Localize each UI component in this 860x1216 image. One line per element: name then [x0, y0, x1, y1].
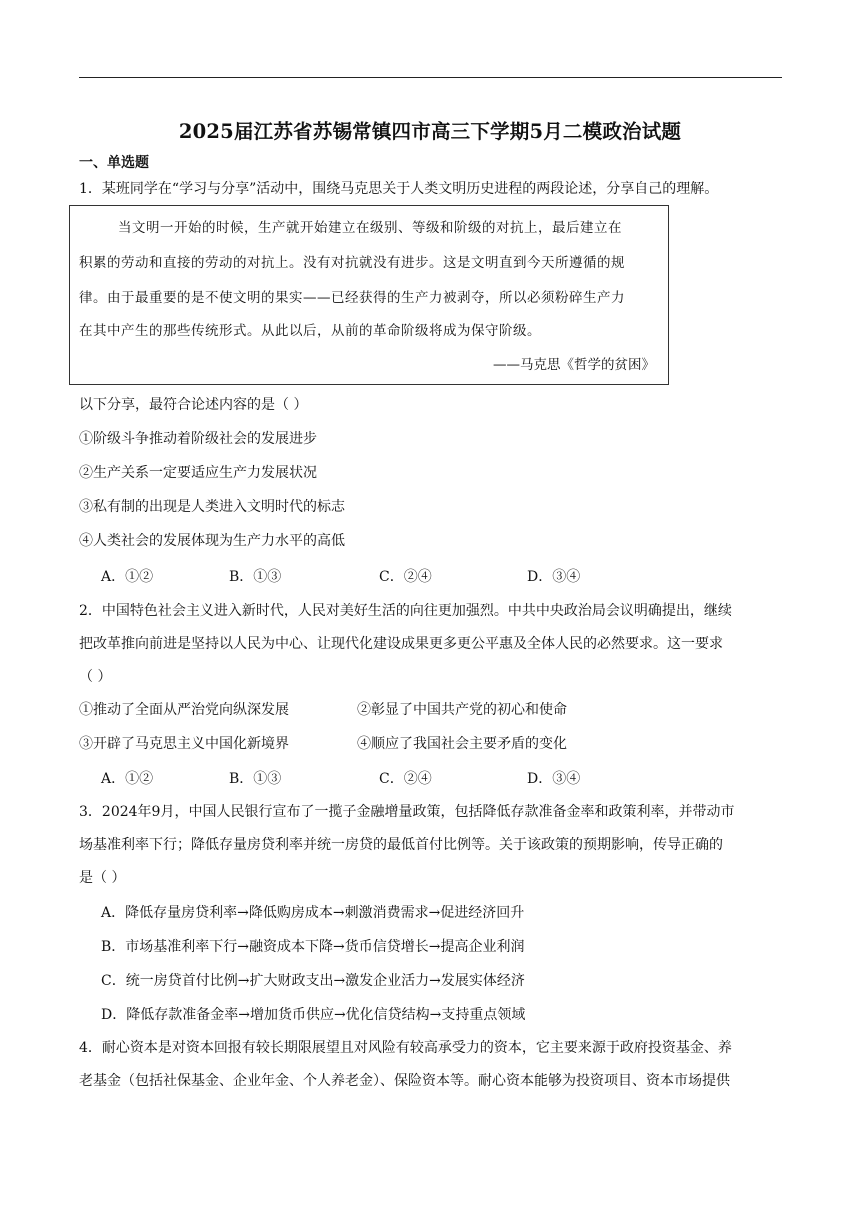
quote-line: 当文明一开始的时候，生产就开始建立在级别、等级和阶级的对抗上，最后建立在	[118, 220, 622, 236]
q1-choice-d[interactable]: D．③④	[527, 569, 581, 585]
quote-line: 在其中产生的那些传统形式。从此以后，从前的革命阶级将成为保守阶级。	[79, 323, 541, 339]
q2-choice-a[interactable]: A．①②	[101, 771, 154, 787]
q1-item: ①阶级斗争推动着阶级社会的发展进步	[79, 431, 317, 447]
q1-choice-a[interactable]: A．①②	[101, 569, 154, 585]
q2-choice-b[interactable]: B．①③	[229, 771, 282, 787]
q1-stem: 1．某班同学在“学习与分享”活动中，围绕马克思关于人类文明历史进程的两段论述，分享自己的理解。	[79, 181, 719, 197]
q2-stem-line: 2．中国特色社会主义进入新时代，人民对美好生活的向往更加强烈。中共中央政治局会议明确提出，继续	[79, 603, 732, 619]
quote-line: 律。由于最重要的是不使文明的果实——已经获得的生产力被剥夺，所以必须粉碎生产力	[79, 290, 625, 306]
q3-choice-d[interactable]: D．降低存款准备金率→增加货币供应→优化信贷结构→支持重点领域	[101, 1007, 526, 1023]
q1-choice-c[interactable]: C．②④	[379, 569, 432, 585]
q2-item: ④顺应了我国社会主要矛盾的变化	[357, 736, 567, 752]
q2-choice-d[interactable]: D．③④	[527, 771, 581, 787]
page-title: 2025届江苏省苏锡常镇四市高三下学期5月二模政治试题	[178, 120, 682, 143]
q2-item: ②彰显了中国共产党的初心和使命	[357, 702, 567, 718]
q2-choice-c[interactable]: C．②④	[379, 771, 432, 787]
q3-choice-b[interactable]: B．市场基准利率下行→融资成本下降→货币信贷增长→提高企业利润	[101, 939, 525, 955]
q3-stem-line: 3．2024年9月，中国人民银行宣布了一揽子金融增量政策，包括降低存款准备金率和政策利率，并带动市	[79, 804, 735, 820]
q3-stem-line: 场基准利率下行；降低存量房贷利率并统一房贷的最低首付比例等。关于该政策的预期影响，传导正确的	[79, 837, 723, 853]
header-rule	[79, 77, 782, 78]
section-heading: 一、单选题	[79, 155, 149, 171]
q2-item: ③开辟了马克思主义中国化新境界	[79, 736, 289, 752]
quote-source: ——马克思《哲学的贫困》	[493, 357, 655, 373]
q4-stem-line: 4．耐心资本是对资本回报有较长期限展望且对风险有较高承受力的资本，它主要来源于政府投资基金、养	[79, 1040, 732, 1056]
q3-choice-a[interactable]: A．降低存量房贷利率→降低购房成本→刺激消费需求→促进经济回升	[101, 905, 525, 921]
q2-item: ①推动了全面从严治党向纵深发展	[79, 702, 289, 718]
q1-item: ④人类社会的发展体现为生产力水平的高低	[79, 533, 345, 549]
q1-item: ③私有制的出现是人类进入文明时代的标志	[79, 499, 345, 515]
q2-stem-line: （ ）	[79, 669, 112, 685]
q4-stem-line: 老基金（包括社保基金、企业年金、个人养老金）、保险资本等。耐心资本能够为投资项目、资本市场提供	[79, 1073, 730, 1089]
quote-line: 积累的劳动和直接的劳动的对抗上。没有对抗就没有进步。这是文明直到今天所遵循的规	[79, 255, 625, 271]
q2-stem-line: 把改革推向前进是坚持以人民为中心、让现代化建设成果更多更公平惠及全体人民的必然要求。这一要求	[79, 636, 723, 652]
q1-item: ②生产关系一定要适应生产力发展状况	[79, 465, 317, 481]
q3-stem-line: 是（ ）	[79, 870, 126, 886]
q3-choice-c[interactable]: C．统一房贷首付比例→扩大财政支出→激发企业活力→发展实体经济	[101, 973, 525, 989]
q1-choice-b[interactable]: B．①③	[229, 569, 282, 585]
q1-prompt: 以下分享，最符合论述内容的是（ ）	[79, 397, 308, 413]
